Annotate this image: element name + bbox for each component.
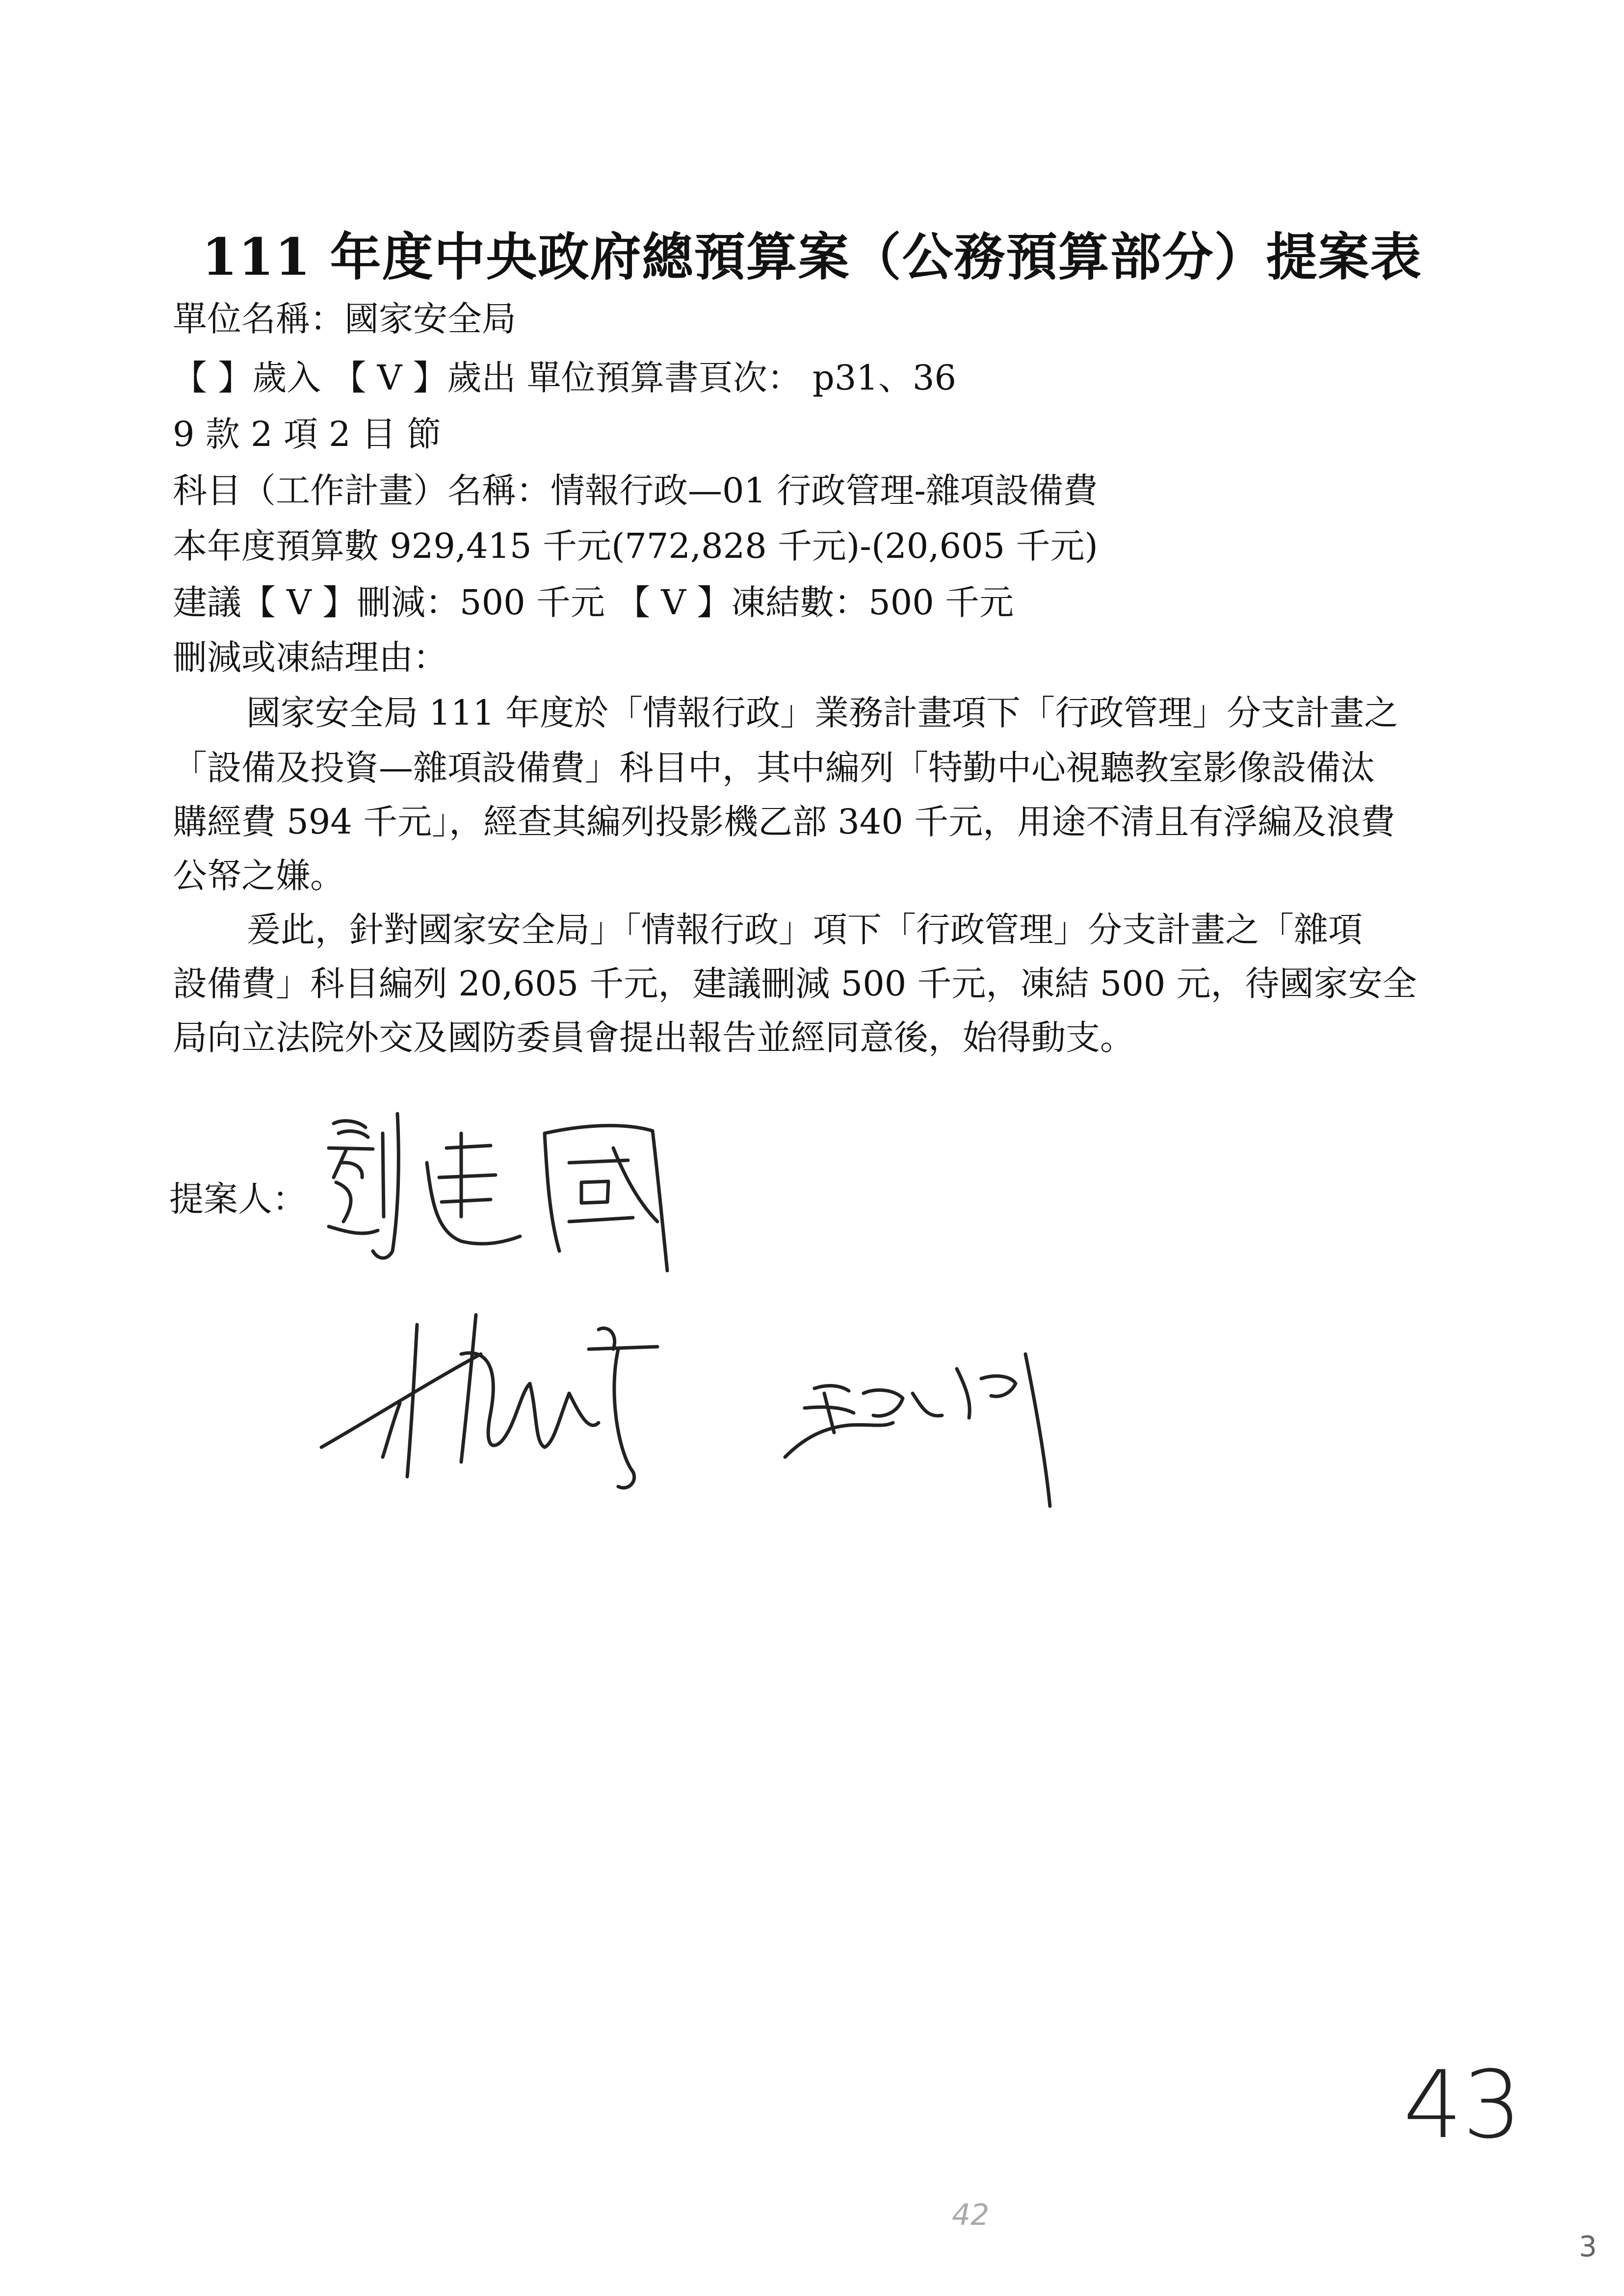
document-title: 111 年度中央政府總預算案（公務預算部分）提案表 xyxy=(202,227,1422,287)
revenue-expense-line: 【 】歲入 【 V 】歲出 單位預算書頁次： p31、36 xyxy=(173,358,957,398)
page-number-handwritten: 42 xyxy=(952,2198,990,2232)
budget-amount-line: 本年度預算數 929,415 千元(772,828 千元)-(20,605 千元) xyxy=(173,526,1098,566)
unit-name-line: 單位名稱：國家安全局 xyxy=(173,299,516,339)
proposer-label: 提案人： xyxy=(169,1179,307,1219)
account-name-line: 科目（工作計畫）名稱：情報行政—01 行政管理-雜項設備費 xyxy=(173,470,1098,511)
paragraph-2-line: 局向立法院外交及國防委員會提出報告並經同意後，始得動支。 xyxy=(173,1018,1134,1058)
paragraph-2-line: 設備費」科目編列 20,605 千元，建議刪減 500 千元，凍結 500 元，待國家安全 xyxy=(173,964,1417,1004)
handwritten-signature-1 xyxy=(314,1104,716,1290)
paragraph-1-line: 「設備及投資—雜項設備費」科目中，其中編列「特勤中心視聽教室影像設備汰 xyxy=(173,748,1375,788)
corner-number: 3 xyxy=(1579,2230,1597,2263)
item-line: 9 款 2 項 2 目 節 xyxy=(173,414,442,454)
paragraph-1-line: 購經費 594 千元」，經查其編列投影機乙部 340 千元，用途不清且有浮編及浪費 xyxy=(173,802,1395,842)
paragraph-1-line: 公帑之嫌。 xyxy=(173,856,344,896)
proposal-amount-line: 建議【 V 】刪減：500 千元 【 V 】凍結數：500 千元 xyxy=(173,582,1014,623)
reason-label: 刪減或凍結理由： xyxy=(173,637,447,678)
page-number: 43 xyxy=(1403,2051,1522,2159)
paragraph-2-line: 爰此，針對國家安全局」「情報行政」項下「行政管理」分支計畫之「雜項 xyxy=(246,910,1362,950)
handwritten-signature-2 xyxy=(314,1295,1124,1526)
paragraph-1-line: 國家安全局 111 年度於「情報行政」業務計畫項下「行政管理」分支計畫之 xyxy=(246,693,1399,733)
